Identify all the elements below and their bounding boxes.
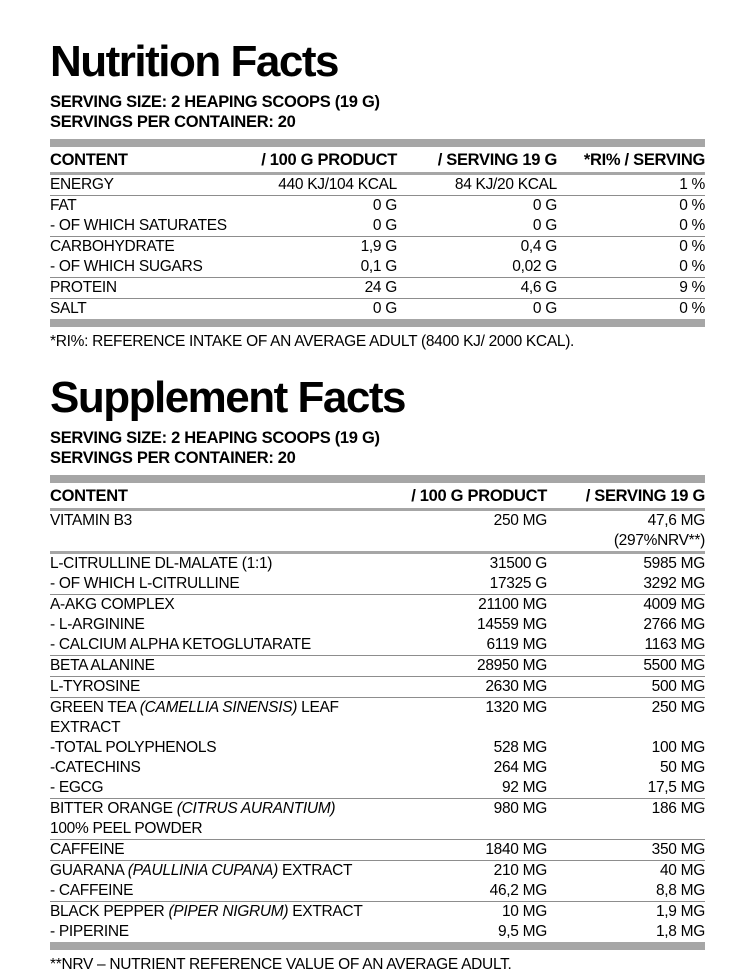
per100-value: 980 MG [370,799,547,840]
table-header-row [50,147,705,174]
serving-size-line: SERVING SIZE: 2 HEAPING SCOOPS (19 G) [50,93,380,111]
table-row [50,861,705,882]
table-row [50,174,705,196]
ingredient-name: - PIPERINE [50,923,129,940]
serving-value: 8,8 MG [655,882,705,899]
table-row [50,881,705,902]
ingredient-name: - OF WHICH SUGARS [50,258,203,275]
per100-value: 0,1 G [360,258,397,275]
ingredient-name: - OF WHICH SATURATES [50,217,227,234]
table-row [50,278,705,299]
serving-value: 186 MG [547,799,705,840]
table-row [50,656,705,677]
serving-value: 50 MG [659,759,705,776]
per100-value: 9,5 MG [497,923,547,940]
column-header-content: CONTENT [50,147,230,174]
ingredient-name: L-CITRULLINE DL-MALATE (1:1) [50,553,370,575]
ingredient-name: -TOTAL POLYPHENOLS [50,739,217,756]
table-top-bar [50,475,705,483]
table-row [50,574,705,595]
column-header-ri-per-serving: *RI% / SERVING [557,147,705,174]
serving-value: 5500 MG [547,656,705,677]
ingredient-name: - OF WHICH L-CITRULLINE [50,575,240,592]
ingredient-name: BITTER ORANGE (CITRUS AURANTIUM) 100% PEEL POWDER [50,799,370,840]
ingredient-name: CAFFEINE [50,840,370,861]
column-header-per-serving: / SERVING 19 G [397,147,557,174]
servings-per-container-line: SERVINGS PER CONTAINER: 20 [50,449,296,467]
supplement-facts-title: Supplement Facts [50,373,405,422]
table-row [50,257,705,278]
table-top-bar [50,139,705,147]
per100-value: 10 MG [370,902,547,923]
table-row [50,922,705,942]
per100-value: 440 KJ/104 KCAL [278,176,397,193]
serving-value: 0 G [397,196,557,217]
serving-value: 0,02 G [512,258,557,275]
servings-per-container-line: SERVINGS PER CONTAINER: 20 [50,113,296,131]
nutrition-facts-title: Nutrition Facts [50,37,338,86]
nutrition-facts-table [50,147,705,319]
table-bottom-bar [50,942,705,950]
ri-value: 1 % [679,176,705,193]
supplement-facts-table [50,483,705,942]
per100-value: 1,9 G [230,237,397,258]
column-header-per-serving: / SERVING 19 G [547,483,705,510]
table-row [50,778,705,799]
nutrition-serving-info [50,92,705,132]
table-row [50,553,705,575]
table-row [50,840,705,861]
table-row [50,902,705,923]
serving-value: 5985 MG [547,553,705,575]
per100-value: 46,2 MG [489,882,547,899]
table-bottom-bar [50,319,705,327]
per100-value: 0 G [372,217,397,234]
ri-value: 0 % [557,237,705,258]
serving-value: 1,8 MG [655,923,705,940]
serving-size-line: SERVING SIZE: 2 HEAPING SCOOPS (19 G) [50,429,380,447]
table-row [50,677,705,698]
per100-value: 24 G [230,278,397,299]
nrv-footnote: **NRV – NUTRIENT REFERENCE VALUE OF AN AVERAGE ADULT. [50,956,512,973]
table-row [50,799,705,840]
per100-value: 21100 MG [370,595,547,616]
column-header-per-100g: / 100 G PRODUCT [370,483,547,510]
ingredient-name: GUARANA (PAULLINIA CUPANA) EXTRACT [50,861,370,882]
ri-value: 0 % [679,258,705,275]
ingredient-name: - L-ARGININE [50,616,145,633]
per100-value: 528 MG [493,739,547,756]
serving-value: 84 KJ/20 KCAL [454,176,557,193]
per100-value: 250 MG [493,512,547,529]
serving-value: 0 G [532,217,557,234]
ri-value: 0 % [557,196,705,217]
per100-value: 17325 G [489,575,547,592]
serving-value: 1,9 MG [547,902,705,923]
ingredient-name: SALT [50,299,230,320]
table-header-row [50,483,705,510]
per100-value: 92 MG [501,779,547,796]
serving-note: (297%NRV**) [613,532,705,549]
table-row [50,698,705,739]
column-header-per-100g: / 100 G PRODUCT [230,147,397,174]
table-row [50,299,705,320]
per100-value: 1320 MG [370,698,547,739]
table-row [50,196,705,217]
ri-value: 9 % [557,278,705,299]
ingredient-name: PROTEIN [50,278,230,299]
table-row [50,635,705,656]
ingredient-name: BETA ALANINE [50,656,370,677]
serving-value: 40 MG [547,861,705,882]
ri-footnote: *RI%: REFERENCE INTAKE OF AN AVERAGE ADULT (8400 KJ/ 2000 KCAL). [50,333,575,350]
table-row [50,216,705,237]
table-row [50,758,705,778]
table-row [50,615,705,635]
table-row [50,738,705,758]
table-row [50,510,705,553]
ingredient-name: BLACK PEPPER (PIPER NIGRUM) EXTRACT [50,902,370,923]
ingredient-name: ENERGY [50,176,114,193]
serving-value: 4009 MG [547,595,705,616]
ri-value: 0 % [679,217,705,234]
per100-value: 0 G [230,299,397,320]
serving-value: 47,6 MG (297%NRV**) [547,510,705,553]
serving-value: 0 G [397,299,557,320]
ingredient-name: - CAFFEINE [50,882,134,899]
serving-value: 250 MG [547,698,705,739]
serving-value: 2766 MG [643,616,705,633]
per100-value: 31500 G [370,553,547,575]
column-header-content: CONTENT [50,483,370,510]
per100-value: 264 MG [493,759,547,776]
ingredient-name: A-AKG COMPLEX [50,595,370,616]
serving-value: 0,4 G [397,237,557,258]
serving-value: 500 MG [547,677,705,698]
per100-value: 2630 MG [370,677,547,698]
table-row [50,595,705,616]
per100-value: 6119 MG [486,636,547,653]
ri-value: 0 % [557,299,705,320]
serving-value: 17,5 MG [647,779,705,796]
serving-value: 3292 MG [643,575,705,592]
ingredient-name: - CALCIUM ALPHA KETOGLUTARATE [50,636,311,653]
ingredient-name: -CATECHINS [50,759,141,776]
nutrition-facts-section [50,37,705,352]
serving-value: 100 MG [651,739,705,756]
per100-value: 28950 MG [370,656,547,677]
ingredient-name: VITAMIN B3 [50,512,132,529]
serving-value: 1163 MG [644,636,705,653]
table-row [50,237,705,258]
per100-value: 210 MG [370,861,547,882]
per100-value: 0 G [230,196,397,217]
serving-value: 4,6 G [397,278,557,299]
supplement-facts-section [50,373,705,975]
serving-value: 350 MG [547,840,705,861]
ingredient-name: CARBOHYDRATE [50,237,230,258]
ingredient-name: GREEN TEA (CAMELLIA SINENSIS) LEAF EXTRACT [50,698,370,739]
ingredient-name: L-TYROSINE [50,677,370,698]
per100-value: 14559 MG [477,616,547,633]
per100-value: 1840 MG [370,840,547,861]
ingredient-name: FAT [50,196,230,217]
supplement-serving-info [50,428,705,468]
ingredient-name: - EGCG [50,779,104,796]
